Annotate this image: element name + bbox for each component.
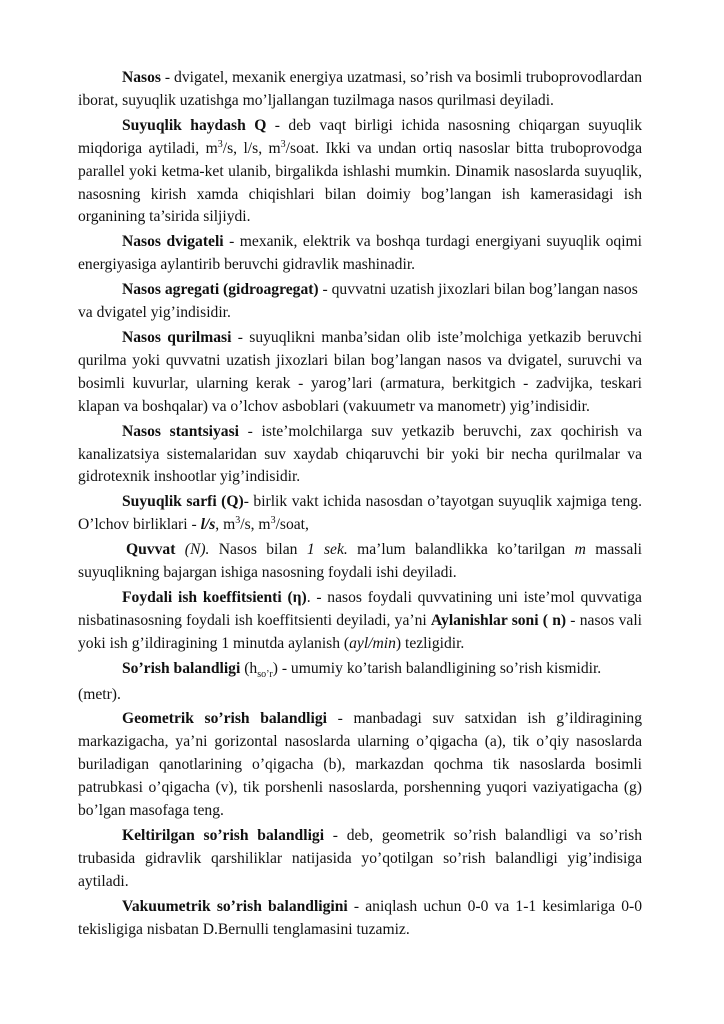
term: Nasos qurilmasi <box>122 328 232 346</box>
superscript: 3 <box>280 138 286 150</box>
term: Geometrik so’rish balandligi <box>122 710 327 728</box>
definition-part: - nasos vali yoki ish g’ildiragining 1 minutda aylanish ( <box>78 611 642 652</box>
paragraph-suyuqlik-haydash <box>78 115 642 230</box>
paragraph-geometrik <box>78 708 642 823</box>
term: Keltirilgan so’rish balandligi <box>122 827 325 844</box>
definition-part: , m <box>215 516 236 534</box>
paragraph-sorish-balandligi <box>78 658 642 681</box>
term: Nasos <box>122 69 161 86</box>
definition-part: ) - umumiy ko’tarish balandligining so’rish kismidir. <box>272 659 602 677</box>
time-unit: 1 sek. <box>306 541 348 559</box>
superscript: 3 <box>270 515 276 527</box>
definition-part: . - nasos foydali quvvatining uni iste’mol quvvatiga nisbatinasosning foydali ish koeffitsienti deyiladi, ya’ni <box>78 588 642 629</box>
paragraph-unit-line <box>78 684 642 707</box>
definition: - quvvatni uzatish jixozlari bilan bog’langan nasos va dvigatel yig’indisidir. <box>78 281 638 322</box>
definition-part: /soat, <box>275 516 309 534</box>
paragraph-nasos-qurilmasi <box>78 327 642 419</box>
paragraph-foydali-ish <box>78 587 642 656</box>
term: Nasos stantsiyasi <box>122 422 239 440</box>
paragraph-nasos <box>78 67 642 113</box>
term: So’rish balandligi <box>122 659 241 677</box>
unit: l/s <box>200 516 216 534</box>
term: Suyuqlik haydash Q <box>122 116 267 134</box>
paragraph-quvvat <box>78 539 642 585</box>
definition: - mexanik, elektrik va boshqa turdagi energiyani suyuqlik oqimi energiyasiga aylantirib beruvchi gidravlik mashinadir. <box>78 233 642 274</box>
symbol: (N). <box>175 541 210 559</box>
paragraph-nasos-dvigateli <box>78 231 642 277</box>
definition-part: Nasos bilan <box>209 541 307 559</box>
subscript: so’r <box>257 668 273 680</box>
definition: - suyuqlikni manba’sidan olib iste’molchiga yetkazib beruvchi qurilma yoki quvvatni uzatish jixozlari bilan bog’langan nasos va dvigatel, suruvchi va bosimli kuvurlar, ularning kerak - yarog’lari (armatura, berkitgich - zadvijka, teskari klapan va boshqalar) va o’lchov asboblari (vakuumetr va manometr) yig’indisidir. <box>78 328 643 415</box>
definition-part: ma’lum balandlikka ko’tarilgan <box>347 541 575 559</box>
definition-part: /s, l/s, m <box>222 139 281 157</box>
term: Vakuumetrik so’rish balandligini <box>122 897 348 915</box>
term: Aylanishlar soni ( n) <box>430 611 567 629</box>
definition: - deb, geometrik so’rish balandligi va so’rish trubasida gidravlik qarshiliklar natijasida yo’qotilgan so’rish balandligi yig’indisiga aytiladi. <box>78 827 642 890</box>
term: Nasos dvigateli <box>122 233 224 251</box>
paragraph-keltirilgan <box>78 825 642 894</box>
mass-symbol: m <box>574 541 586 559</box>
paragraph-nasos-agregati <box>78 279 642 325</box>
definition: - iste’molchilarga suv yetkazib beruvchi, zax qochirish va kanalizatsiya sistemalaridan suv xaydab chiqaruvchi bir yoki bir necha qurilmalar va gidrotexnik inshootlar yig’indisidir. <box>78 422 642 486</box>
definition: - dvigatel, mexanik energiya uzatmasi, so’rish va bosimli truboprovodlardan iborat, suyuqlik uzatishga mo’ljallangan tuzilmaga nasos qurilmasi deyiladi. <box>78 69 642 109</box>
definition-part: /s, m <box>240 516 271 534</box>
term: Quvvat <box>126 541 176 559</box>
unit-note: (metr). <box>78 685 121 703</box>
definition-part: /soat. Ikki va undan ortiq nasoslar bitta truboprovodga parallel yoki ketma-ket ulanib, birgalikda ishlashi mumkin. Dinamik nasoslarda suyuqlik, nasosning kirish xamda chiqishlari bilan doimiy bog’langan ish kamerasidagi ish organining ta’sirida siljiydi. <box>78 139 643 226</box>
definition: - aniqlash uchun 0-0 va 1-1 kesimlariga 0-0 tekisligiga nisbatan D.Bernulli tenglamasini tuzamiz. <box>78 897 642 938</box>
paragraph-nasos-stantsiyasi <box>78 421 642 490</box>
term: Foydali ish koeffitsienti (η) <box>122 588 307 606</box>
definition: - manbadagi suv satxidan ish g’ildiragining markazigacha, ya’ni gorizontal nasoslarda ularning o’qigacha (a), tik o’qiy nasoslarda buriladigan qanotlarining o’qigacha (b), markazdan qochma tik nasoslarda bosimli patrubkasi o’qigacha (v), tik porshenli nasoslarda, porshenning yuqori vaziyatigacha (g) bo’lgan masofaga teng. <box>78 710 643 820</box>
superscript: 3 <box>217 138 223 150</box>
definition-part: massali suyuqlikning bajargan ishiga nasosning foydali ishi deyiladi. <box>78 541 642 582</box>
definition-part: (h <box>240 659 258 677</box>
paragraph-vakuumetrik <box>78 896 642 942</box>
definition-part: - deb vaqt birligi ichida nasosning chiqargan suyuqlik miqdoriga aytiladi, m <box>78 116 643 157</box>
superscript: 3 <box>235 515 241 527</box>
unit: ayl/min <box>349 634 396 652</box>
definition-part: ) tezligidir. <box>395 634 465 652</box>
term: Suyuqlik sarfi (Q) <box>122 493 244 511</box>
definition-part: - birlik vakt ichida nasosdan o’tayotgan suyuqlik xajmiga teng. O’lchov birliklari - <box>78 493 642 534</box>
term: Nasos agregati (gidroagregat) <box>122 281 319 299</box>
paragraph-suyuqlik-sarfi <box>78 491 642 537</box>
